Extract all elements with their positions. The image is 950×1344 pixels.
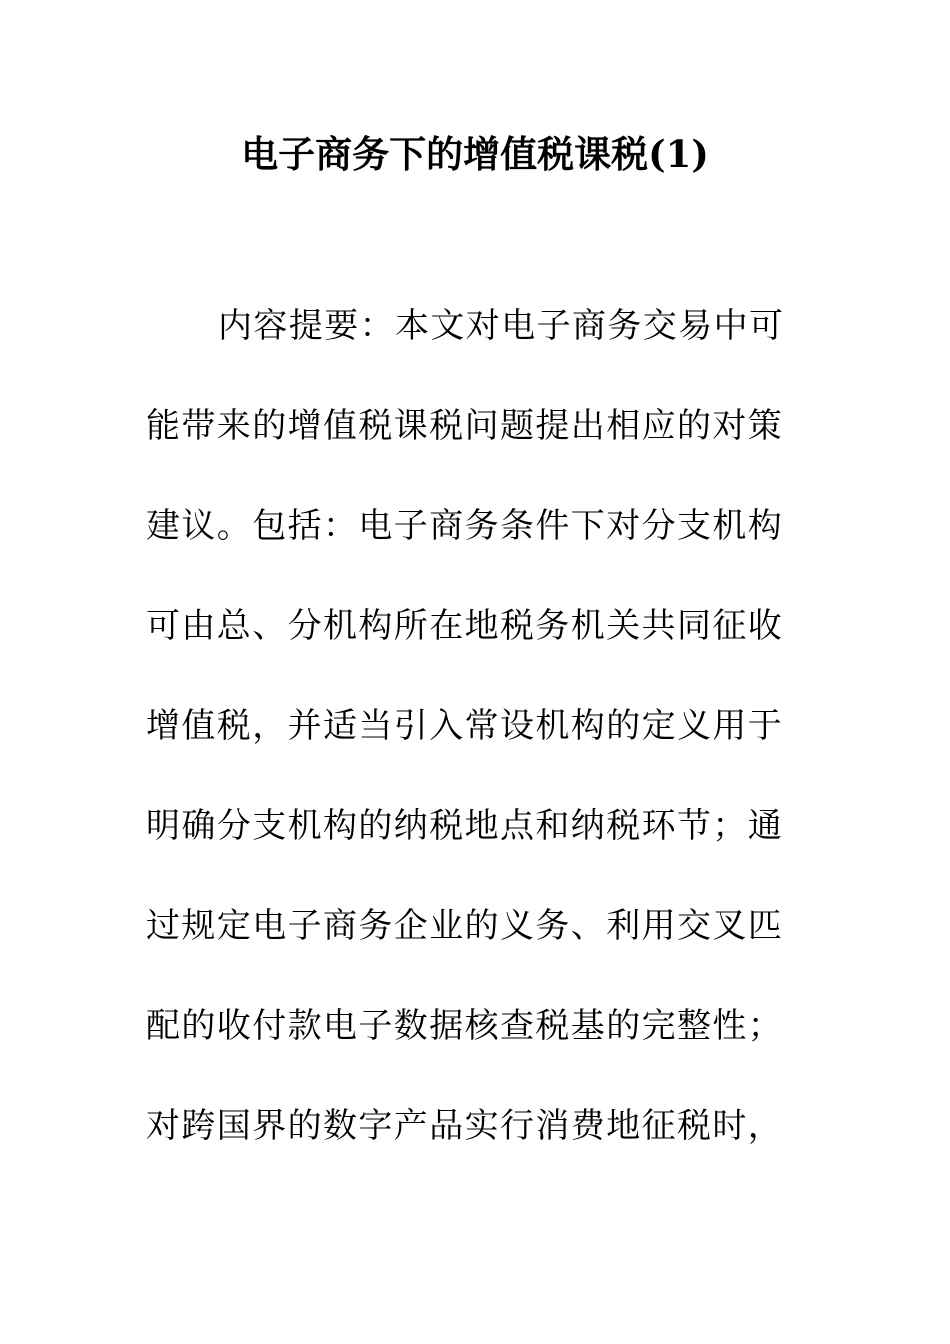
text-line: 过规定电子商务企业的义务、利用交叉匹 — [146, 906, 784, 946]
text-line: 明确分支机构的纳税地点和纳税环节；通 — [146, 806, 784, 846]
document-title: 电子商务下的增值税课税(1) — [241, 132, 709, 176]
abstract-paragraph — [146, 302, 786, 1202]
text-line: 建议。包括：电子商务条件下对分支机构 — [146, 506, 784, 546]
text-line: 增值税，并适当引入常设机构的定义用于 — [146, 706, 784, 746]
text-line: 内容提要：本文对电子商务交易中可 — [218, 306, 785, 346]
text-line: 配的收付款电子数据核查税基的完整性； — [146, 1006, 784, 1046]
text-line: 可由总、分机构所在地税务机关共同征收 — [146, 606, 784, 646]
text-line: 能带来的增值税课税问题提出相应的对策 — [146, 406, 784, 446]
text-line: 对跨国界的数字产品实行消费地征税时， — [146, 1106, 784, 1146]
